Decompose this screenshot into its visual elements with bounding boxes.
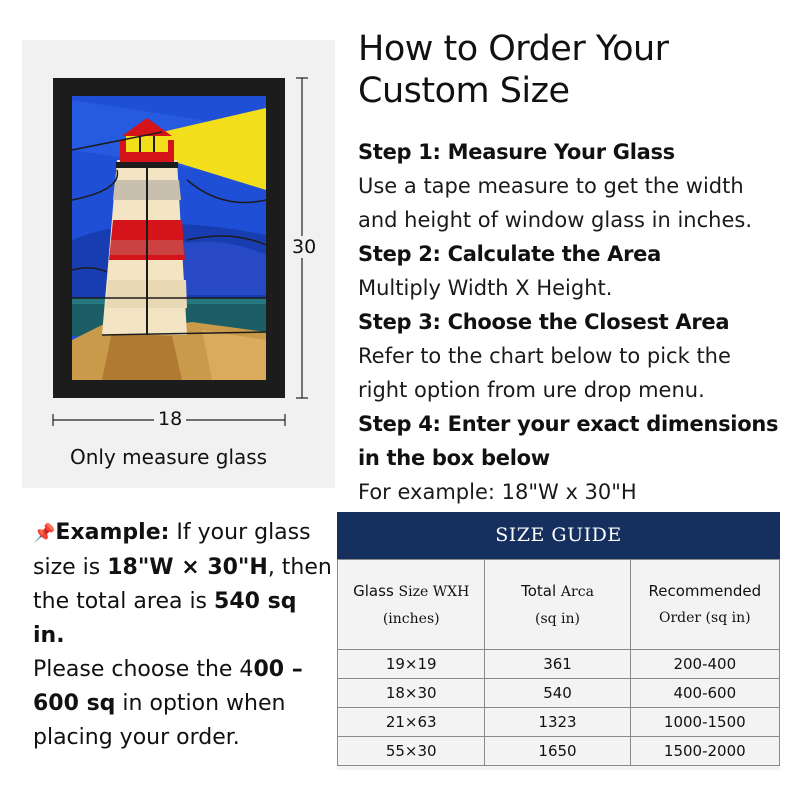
cell-order: 400-600: [630, 679, 779, 708]
measure-note: Only measure glass: [70, 445, 268, 469]
size-guide-title: SIZE GUIDE: [337, 512, 780, 559]
header-recommended-unit: Order (sq in): [659, 610, 751, 626]
step-1-heading: Step 1: Measure Your Glass: [358, 140, 675, 164]
example-text-3: Please choose the 4: [33, 657, 254, 682]
example-area: 540 sq in.: [33, 589, 297, 648]
example-label: Example:: [55, 520, 170, 545]
header-glass-size-unit: (inches): [382, 610, 440, 627]
step-1-text-line-2: and height of window glass in inches.: [358, 208, 753, 232]
header-total-area-unit: (sq in): [535, 610, 581, 627]
cell-size: 18×30: [338, 679, 485, 708]
table-row: [338, 737, 780, 766]
header-glass-size-b: Size WXH: [398, 583, 470, 600]
header-glass-size-a: Glass: [353, 581, 399, 600]
cell-order: 200-400: [630, 650, 779, 679]
cell-size: 19×19: [338, 650, 485, 679]
example-text-2: , then the total area is: [33, 555, 332, 614]
header-total-area: [485, 560, 630, 650]
header-glass-size: [338, 560, 485, 650]
step-3-text-line-1: Refer to the chart below to pick the: [358, 344, 731, 368]
table-row: [338, 650, 780, 679]
step-1-text-line-1: Use a tape measure to get the width: [358, 174, 744, 198]
step-2-heading: Step 2: Calculate the Area: [358, 242, 661, 266]
step-3-text-line-2: right option from ure drop menu.: [358, 378, 705, 402]
example-size: 18"W × 30"H: [107, 555, 268, 580]
instruction-steps: [358, 135, 790, 509]
example-range: 00 – 600 sq: [33, 657, 303, 716]
title-line-2: Custom Size: [358, 71, 570, 111]
size-guide-table: [337, 512, 780, 770]
page-title: [358, 28, 669, 112]
pushpin-icon: 📌: [33, 523, 56, 544]
cell-order: 1500-2000: [630, 737, 779, 766]
example-text-1: If your glass size is: [33, 520, 311, 580]
width-dimension-label: 18: [154, 408, 186, 430]
step-3-heading: Step 3: Choose the Closest Area: [358, 310, 730, 334]
step-4-heading: Step 4: Enter your exact dimensions: [358, 412, 779, 436]
cell-order: 1000-1500: [630, 708, 779, 737]
step-4-text: For example: 18"W x 30"H: [358, 480, 637, 504]
table-row: [338, 708, 780, 737]
cell-size: 21×63: [338, 708, 485, 737]
step-2-text: Multiply Width X Height.: [358, 276, 613, 300]
header-total-area-a: Total: [521, 581, 561, 600]
cell-area: 1323: [485, 708, 630, 737]
step-4-heading-line-2: in the box below: [358, 446, 550, 470]
height-dimension-label: 30: [292, 236, 317, 258]
cell-area: 361: [485, 650, 630, 679]
header-total-area-b: Arca: [560, 583, 594, 600]
example-text-4: in option when placing your order.: [33, 691, 286, 750]
example-text: [33, 516, 333, 755]
title-line-1: How to Order Your: [358, 29, 669, 69]
table-header-row: [338, 560, 780, 650]
table-row: [338, 679, 780, 708]
cell-area: 540: [485, 679, 630, 708]
header-recommended-order: [630, 560, 779, 650]
cell-size: 55×30: [338, 737, 485, 766]
header-recommended-a: Recommended: [648, 582, 762, 600]
size-guide-grid: [337, 559, 780, 766]
cell-area: 1650: [485, 737, 630, 766]
